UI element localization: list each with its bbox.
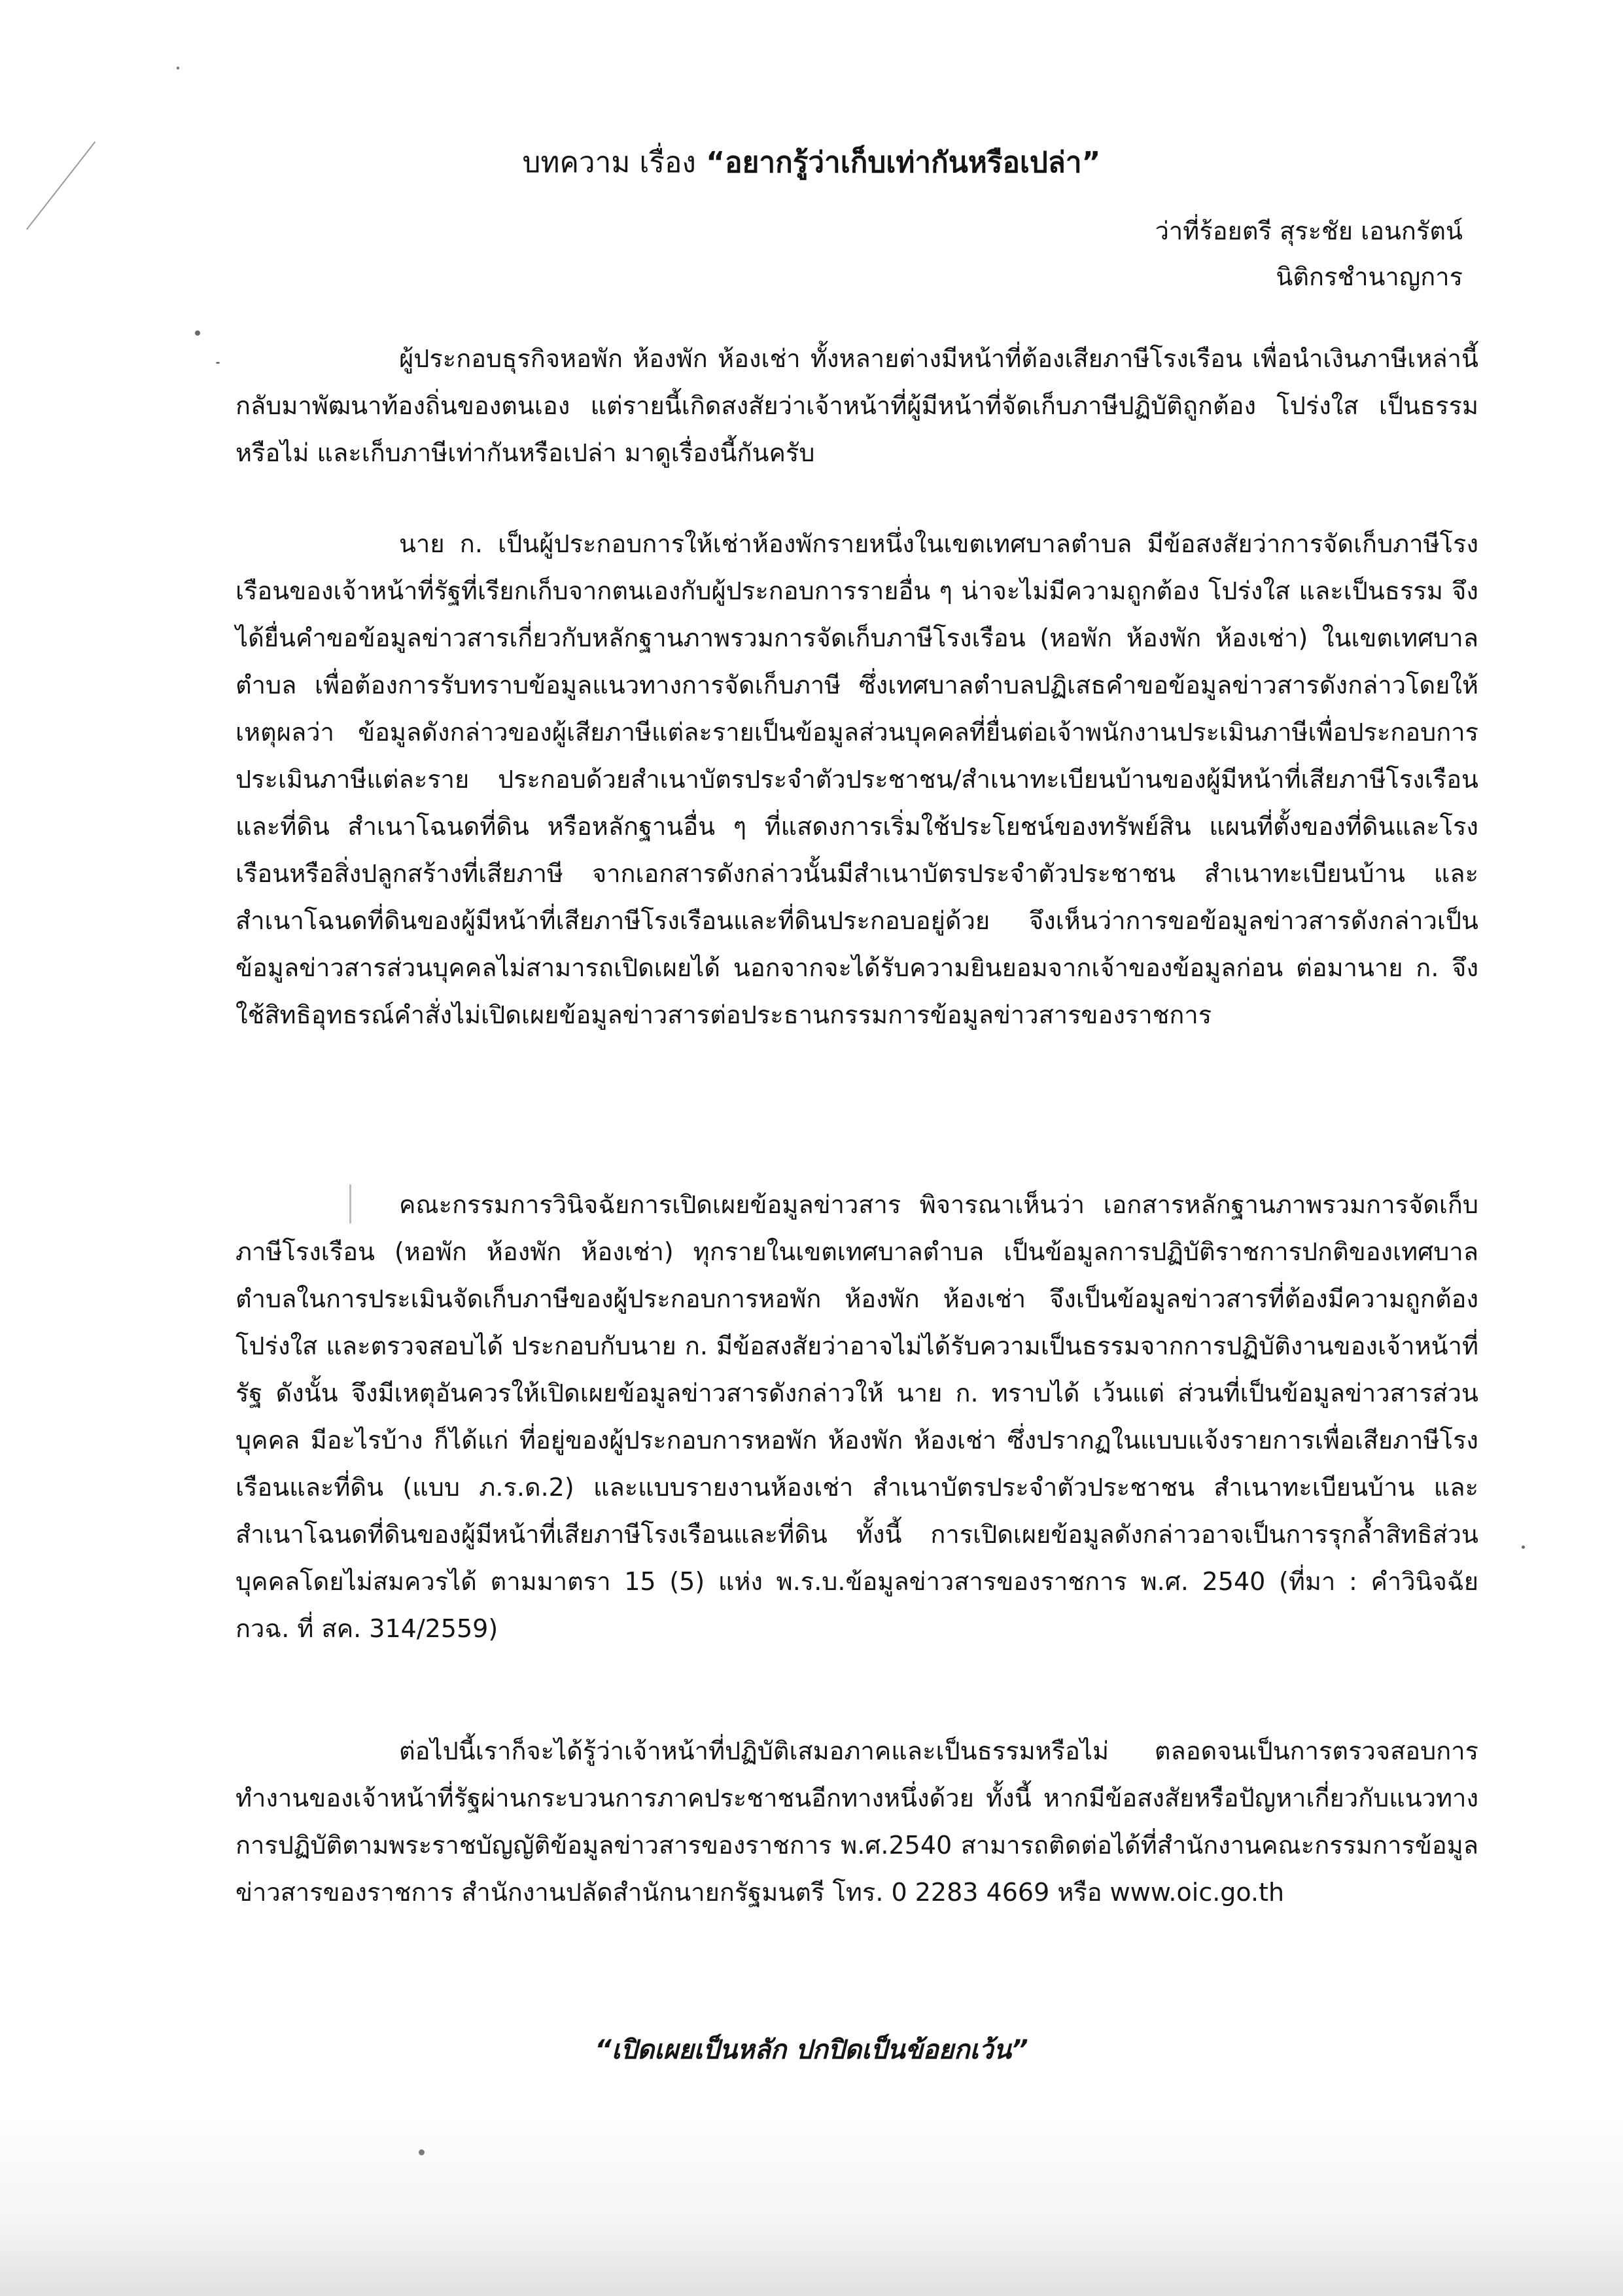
paragraph-case: นาย ก. เป็นผู้ประกอบการให้เช่าห้องพักรายหนึ่งในเขตเทศบาลตำบล มีข้อสงสัยว่าการจัดเก็บภาษีโรงเรือนของเจ้าหน้าที่รัฐที่เรียกเก็บจากตนเองกับผู้ประกอบการรายอื่น ๆ น่าจะไม่มีความถูกต้อง โปร่งใส และเป็นธรรม จึงได้ยื่นคำขอข้อมูลข่าวสารเกี่ยวกับหลักฐานภาพรวมการจัดเก็บภาษีโรงเรือน (หอพัก ห้องพัก ห้องเช่า) ในเขตเทศบาลตำบล เพื่อต้องการรับทราบข้อมูลแนวทางการจัดเก็บภาษี ซึ่งเทศบาลตำบลปฏิเสธคำขอข้อมูลข่าวสารดังกล่าวโดยให้เหตุผลว่า ข้อมูลดังกล่าวของผู้เสียภาษีแต่ละรายเป็นข้อมูลส่วนบุคคลที่ยื่นต่อเจ้าพนักงานประเมินภาษีเพื่อประกอบการประเมินภาษีแต่ละราย ประกอบด้วยสำเนาบัตรประจำตัวประชาชน/สำเนาทะเบียนบ้านของผู้มีหน้าที่เสียภาษีโรงเรือนและที่ดิน สำเนาโฉนดที่ดิน หรือหลักฐานอื่น ๆ ที่แสดงการเริ่มใช้ประโยชน์ของทรัพย์สิน แผนที่ตั้งของที่ดินและโรงเรือนหรือสิ่งปลูกสร้างที่เสียภาษี จากเอกสารดังกล่าวนั้นมีสำเนาบัตรประจำตัวประชาชน สำเนาทะเบียนบ้าน และสำเนาโฉนดที่ดินของผู้มีหน้าที่เสียภาษีโรงเรือนและที่ดินประกอบอยู่ด้วย จึงเห็นว่าการขอข้อมูลข่าวสารดังกล่าวเป็นข้อมูลข่าวสารส่วนบุคคลไม่สามารถเปิดเผยได้ นอกจากจะได้รับความยินยอมจากเจ้าของข้อมูลก่อน ต่อมานาย ก. จึงใช้สิทธิอุทธรณ์คำสั่งไม่เปิดเผยข้อมูลข่าวสารต่อประธานกรรมการข้อมูลข่าวสารของราชการ	[236, 529, 1478, 1029]
article-title-prefix: บทความ เรื่อง	[522, 146, 696, 180]
scan-artifact-speck	[1522, 1545, 1525, 1549]
scan-artifact-speck	[216, 362, 220, 364]
article-title-main: “อยากรู้ว่าเก็บเท่ากันหรือเปล่า”	[706, 146, 1101, 180]
scan-artifact-speck	[195, 330, 200, 336]
author-block	[1155, 208, 1463, 300]
scan-artifact-speck	[177, 67, 179, 69]
paragraph-ruling: คณะกรรมการวินิจฉัยการเปิดเผยข้อมูลข่าวสาร พิจารณาเห็นว่า เอกสารหลักฐานภาพรวมการจัดเก็บภาษีโรงเรือน (หอพัก ห้องพัก ห้องเช่า) ทุกรายในเขตเทศบาลตำบล เป็นข้อมูลการปฏิบัติราชการปกติของเทศบาลตำบลในการประเมินจัดเก็บภาษีของผู้ประกอบการหอพัก ห้องพัก ห้องเช่า จึงเป็นข้อมูลข่าวสารที่ต้องมีความถูกต้อง โปร่งใส และตรวจสอบได้ ประกอบกับนาย ก. มีข้อสงสัยว่าอาจไม่ได้รับความเป็นธรรมจากการปฏิบัติงานของเจ้าหน้าที่รัฐ ดังนั้น จึงมีเหตุอันควรให้เปิดเผยข้อมูลข่าวสารดังกล่าวให้ นาย ก. ทราบได้ เว้นแต่ ส่วนที่เป็นข้อมูลข่าวสารส่วนบุคคล มีอะไรบ้าง ก็ได้แก่ ที่อยู่ของผู้ประกอบการหอพัก ห้องพัก ห้องเช่า ซึ่งปรากฏในแบบแจ้งรายการเพื่อเสียภาษีโรงเรือนและที่ดิน (แบบ ภ.ร.ด.2) และแบบรายงานห้องเช่า สำเนาบัตรประจำตัวประชาชน สำเนาทะเบียนบ้าน และสำเนาโฉนดที่ดินของผู้มีหน้าที่เสียภาษีโรงเรือนและที่ดิน ทั้งนี้ การเปิดเผยข้อมูลดังกล่าวอาจเป็นการรุกล้ำสิทธิส่วนบุคคลโดยไม่สมควรได้ ตามมาตรา 15 (5) แห่ง พ.ร.บ.ข้อมูลข่าวสารของราชการ พ.ศ. 2540 (ที่มา : คำวินิจฉัย กวฉ. ที่ สค. 314/2559)	[236, 1190, 1478, 1643]
paragraph-intro: ผู้ประกอบธุรกิจหอพัก ห้องพัก ห้องเช่า ทั้งหลายต่างมีหน้าที่ต้องเสียภาษีโรงเรือน เพื่อนำเงินภาษีเหล่านี้กลับมาพัฒนาท้องถิ่นของตนเอง แต่รายนี้เกิดสงสัยว่าเจ้าหน้าที่ผู้มีหน้าที่จัดเก็บภาษีปฏิบัติถูกต้อง โปร่งใส เป็นธรรมหรือไม่ และเก็บภาษีเท่ากันหรือเปล่า มาดูเรื่องนี้กันครับ	[236, 344, 1478, 467]
closing-motto: “เปิดเผยเป็นหลัก ปกปิดเป็นข้อยกเว้น”	[595, 2035, 1028, 2065]
paragraph-conclusion: ต่อไปนี้เราก็จะได้รู้ว่าเจ้าหน้าที่ปฏิบัติเสมอภาคและเป็นธรรมหรือไม่ ตลอดจนเป็นการตรวจสอบการทำงานของเจ้าหน้าที่รัฐผ่านกระบวนการภาคประชาชนอีกทางหนึ่งด้วย ทั้งนี้ หากมีข้อสงสัยหรือปัญหาเกี่ยวกับแนวทางการปฏิบัติตามพระราชบัญญัติข้อมูลข่าวสารของราชการ พ.ศ.2540 สามารถติดต่อได้ที่สำนักงานคณะกรรมการข้อมูลข่าวสารของราชการ สำนักงานปลัดสำนักนายกรัฐมนตรี โทร. 0 2283 4669 หรือ www.oic.go.th	[236, 1737, 1478, 1907]
author-name: ว่าที่ร้อยตรี สุระชัย เอนกรัตน์	[1155, 217, 1463, 245]
author-position: นิติกรชำนาญการ	[1276, 262, 1463, 291]
scan-bottom-shading	[0, 2113, 1623, 2296]
article-title	[0, 143, 1623, 183]
